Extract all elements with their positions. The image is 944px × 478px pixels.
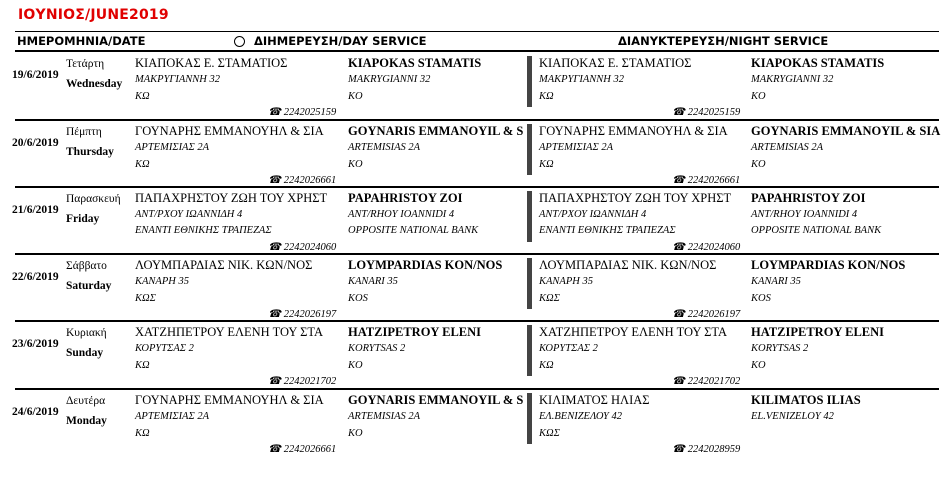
weekday-greek: Σάββατο (66, 260, 107, 272)
night-city-en: KOS (751, 293, 771, 304)
day-city-gr: ΚΩ (135, 360, 150, 371)
weekday-english: Saturday (66, 280, 112, 292)
night-city-gr: ΚΩ (539, 91, 554, 102)
night-phone: ☎ 2242026661 (672, 175, 741, 186)
day-address-gr: ΑΡΤΕΜΙΣΙΑΣ 2Α (135, 142, 210, 153)
night-address-gr: ΚΟΡΥΤΣΑΣ 2 (539, 343, 598, 354)
day-city-gr: ΚΩΣ (135, 293, 156, 304)
day-city-gr: ΚΩ (135, 159, 150, 170)
table-row (0, 123, 944, 189)
day-address-en: KANARI 35 (348, 276, 398, 287)
day-address-en: ARTEMISIAS 2A (348, 411, 421, 422)
night-phone: ☎ 2242025159 (672, 107, 741, 118)
day-address2-gr: ΕΝΑΝΤΙ ΕΘΝΙΚΗΣ ΤΡΑΠΕΖΑΣ (135, 225, 272, 236)
day-pharmacy-name-gr: ΓΟΥΝΑΡΗΣ ΕΜΜΑΝΟΥΗΛ & ΣΙΑ (135, 124, 324, 138)
night-phone: ☎ 2242021702 (672, 376, 741, 387)
night-city-en: KO (751, 91, 766, 102)
table-row (0, 324, 944, 390)
day-phone: ☎ 2242025159 (268, 107, 337, 118)
night-phone: ☎ 2242026197 (672, 309, 741, 320)
page-title: ΙΟΥΝΙΟΣ/JUNE2019 (18, 7, 169, 23)
day-city-en: KOS (348, 293, 368, 304)
row-divider (15, 119, 939, 121)
night-pharmacy-name-gr: ΛΟΥΜΠΑΡΔΙΑΣ ΝΙΚ. ΚΩΝ/ΝΟΣ (539, 258, 717, 272)
day-pharmacy-name-gr: ΧΑΤΖΗΠΕΤΡΟΥ ΕΛΕΝΗ ΤΟΥ ΣΤΑ (135, 325, 324, 339)
night-divider-bar (527, 325, 532, 376)
day-address-gr: ΑΡΤΕΜΙΣΙΑΣ 2Α (135, 411, 210, 422)
night-city-gr: ΚΩΣ (539, 293, 560, 304)
night-address-en: ARTEMISIAS 2A (751, 142, 824, 153)
day-pharmacy-name-en: LOYMPARDIAS KON/NOS (348, 258, 503, 272)
night-pharmacy-name-en: LOYMPARDIAS KON/NOS (751, 258, 906, 272)
day-pharmacy-name-en: GOYNARIS EMMANOYIL & S (348, 124, 524, 138)
day-city-en: KO (348, 428, 363, 439)
day-address2-en: OPPOSITE NATIONAL BANK (348, 225, 479, 236)
night-address-en: KORYTSAS 2 (751, 343, 809, 354)
night-address-gr: ΚΑΝΑΡΗ 35 (539, 276, 593, 287)
day-pharmacy-name-gr: ΓΟΥΝΑΡΗΣ ΕΜΜΑΝΟΥΗΛ & ΣΙΑ (135, 393, 324, 407)
day-phone: ☎ 2242026661 (268, 175, 337, 186)
day-pharmacy-name-en: GOYNARIS EMMANOYIL & S (348, 393, 524, 407)
night-address2-gr: ΕΝΑΝΤΙ ΕΘΝΙΚΗΣ ΤΡΑΠΕΖΑΣ (539, 225, 676, 236)
night-divider-bar (527, 191, 532, 242)
day-pharmacy-name-gr: ΠΑΠΑΧΡΗΣΤΟΥ ΖΩΗ ΤΟΥ ΧΡΗΣΤ (135, 191, 328, 205)
night-pharmacy-name-gr: ΚΙΑΠΟΚΑΣ Ε. ΣΤΑΜΑΤΙΟΣ (539, 56, 692, 70)
weekday-greek: Πέμπτη (66, 126, 102, 138)
date-cell: 19/6/2019 (12, 69, 59, 81)
day-pharmacy-name-gr: ΚΙΑΠΟΚΑΣ Ε. ΣΤΑΜΑΤΙΟΣ (135, 56, 288, 70)
weekday-english: Thursday (66, 146, 114, 158)
night-pharmacy-name-en: GOYNARIS EMMANOYIL & SIA (751, 124, 941, 138)
day-pharmacy-name-gr: ΛΟΥΜΠΑΡΔΙΑΣ ΝΙΚ. ΚΩΝ/ΝΟΣ (135, 258, 313, 272)
weekday-english: Sunday (66, 347, 104, 359)
night-city-gr: ΚΩΣ (539, 428, 560, 439)
date-cell: 21/6/2019 (12, 204, 59, 216)
night-divider-bar (527, 393, 532, 444)
night-pharmacy-name-gr: ΓΟΥΝΑΡΗΣ ΕΜΜΑΝΟΥΗΛ & ΣΙΑ (539, 124, 728, 138)
day-city-gr: ΚΩ (135, 428, 150, 439)
day-pharmacy-name-en: PAPAHRISTOY ZOI (348, 191, 463, 205)
day-city-en: KO (348, 91, 363, 102)
row-divider (15, 186, 939, 188)
day-address-gr: ΜΑΚΡΥΓΙΑΝΝΗ 32 (135, 74, 221, 85)
night-pharmacy-name-gr: ΠΑΠΑΧΡΗΣΤΟΥ ΖΩΗ ΤΟΥ ΧΡΗΣΤ (539, 191, 732, 205)
table-row (0, 190, 944, 256)
table-header (15, 31, 939, 52)
night-pharmacy-name-gr: ΧΑΤΖΗΠΕΤΡΟΥ ΕΛΕΝΗ ΤΟΥ ΣΤΑ (539, 325, 728, 339)
night-pharmacy-name-en: KILIMATOS ILIAS (751, 393, 861, 407)
night-city-en: KO (751, 159, 766, 170)
weekday-greek: Κυριακή (66, 327, 107, 339)
day-address-en: MAKRYGIANNI 32 (348, 74, 431, 85)
night-address-en: MAKRYGIANNI 32 (751, 74, 834, 85)
night-pharmacy-name-en: KIAPOKAS STAMATIS (751, 56, 885, 70)
night-city-en: KO (751, 360, 766, 371)
weekday-greek: Δευτέρα (66, 395, 106, 407)
weekday-english: Wednesday (66, 78, 123, 90)
day-address-gr: ΚΑΝΑΡΗ 35 (135, 276, 189, 287)
day-phone: ☎ 2242026197 (268, 309, 337, 320)
weekday-english: Friday (66, 213, 100, 225)
circle-icon (234, 36, 245, 47)
night-city-gr: ΚΩ (539, 360, 554, 371)
date-cell: 22/6/2019 (12, 271, 59, 283)
day-address-gr: ΚΟΡΥΤΣΑΣ 2 (135, 343, 194, 354)
day-city-en: KO (348, 159, 363, 170)
night-pharmacy-name-en: HATZIPETROY ELENI (751, 325, 885, 339)
night-phone: ☎ 2242024060 (672, 242, 741, 253)
day-phone: ☎ 2242024060 (268, 242, 337, 253)
date-cell: 20/6/2019 (12, 137, 59, 149)
row-divider (15, 320, 939, 322)
day-address-gr: ΑΝΤ/ΡΧΟΥ ΙΩΑΝΝΙΔΗ 4 (135, 209, 243, 220)
day-address-en: ARTEMISIAS 2A (348, 142, 421, 153)
row-divider (15, 253, 939, 255)
day-phone: ☎ 2242026661 (268, 444, 337, 455)
day-phone: ☎ 2242021702 (268, 376, 337, 387)
night-divider-bar (527, 56, 532, 107)
night-pharmacy-name-en: PAPAHRISTOY ZOI (751, 191, 866, 205)
table-row (0, 392, 944, 458)
night-address-en: EL.VENIZELOY 42 (751, 411, 834, 422)
night-address-gr: ΕΛ.ΒΕΝΙΖΕΛΟΥ 42 (539, 411, 622, 422)
night-divider-bar (527, 124, 532, 175)
row-divider (15, 388, 939, 390)
day-address-en: KORYTSAS 2 (348, 343, 406, 354)
day-city-gr: ΚΩ (135, 91, 150, 102)
header-date: ΗΜΕΡΟΜΗΝΙΑ/DATE (17, 34, 146, 48)
night-address-gr: ΑΡΤΕΜΙΣΙΑΣ 2Α (539, 142, 614, 153)
night-phone: ☎ 2242028959 (672, 444, 741, 455)
night-address-en: KANARI 35 (751, 276, 801, 287)
date-cell: 23/6/2019 (12, 338, 59, 350)
night-pharmacy-name-gr: ΚΙΛΙΜΑΤΟΣ ΗΛΙΑΣ (539, 393, 650, 407)
night-address-gr: ΑΝΤ/ΡΧΟΥ ΙΩΑΝΝΙΔΗ 4 (539, 209, 647, 220)
weekday-greek: Παρασκευή (66, 193, 121, 205)
day-pharmacy-name-en: HATZIPETROY ELENI (348, 325, 482, 339)
night-address2-en: OPPOSITE NATIONAL BANK (751, 225, 882, 236)
night-city-gr: ΚΩ (539, 159, 554, 170)
weekday-english: Monday (66, 415, 107, 427)
day-city-en: KO (348, 360, 363, 371)
night-address-gr: ΜΑΚΡΥΓΙΑΝΝΗ 32 (539, 74, 625, 85)
table-row (0, 55, 944, 121)
header-day-service: ΔΙΗΜΕΡΕΥΣΗ/DAY SERVICE (254, 34, 427, 48)
day-address-en: ANT/RHOY IOANNIDI 4 (348, 209, 455, 220)
weekday-greek: Τετάρτη (66, 58, 105, 70)
table-row (0, 257, 944, 323)
header-night-service: ΔΙΑΝΥΚΤΕΡΕΥΣΗ/NIGHT SERVICE (618, 34, 829, 48)
day-pharmacy-name-en: KIAPOKAS STAMATIS (348, 56, 482, 70)
night-divider-bar (527, 258, 532, 309)
date-cell: 24/6/2019 (12, 406, 59, 418)
night-address-en: ANT/RHOY IOANNIDI 4 (751, 209, 858, 220)
